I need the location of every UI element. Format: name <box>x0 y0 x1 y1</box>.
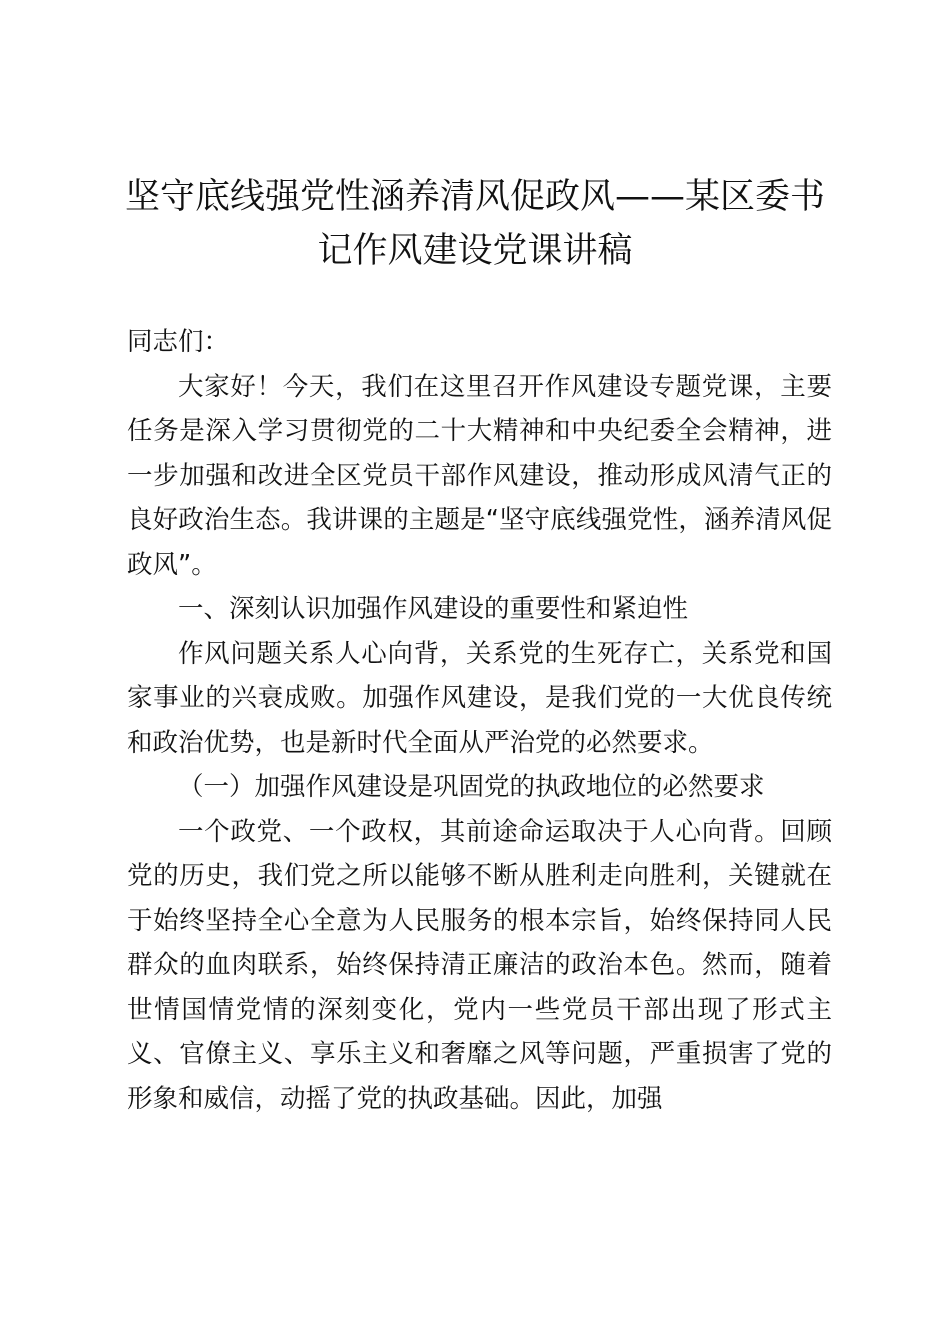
subsection-heading-1: （一）加强作风建设是巩固党的执政地位的必然要求 <box>178 772 765 802</box>
title-line-2: 记作风建设党课讲稿 <box>317 231 633 271</box>
title-line-1: 坚守底线强党性涵养清风促政风——某区委书 <box>124 177 825 217</box>
paragraph-subsection-1: 一个政党、一个政权，其前途命运取决于人心向背。回顾党的历史，我们党之所以能够不断从胜利走向胜利，关键就在于始终坚持全心全意为人民服务的根本宗旨，始终保持同人民群众的血肉联系，始终保持清正廉洁的政治本色。然而，随着世情国情党情的深刻变化，党内一些党员干部出现了形式主义、官僚主义、享乐主义和奢靡之风等问题，严重损害了党的形象和威信，动摇了党的执政基础。因此，加强 <box>127 816 832 1114</box>
section-heading-1: 一、深刻认识加强作风建设的重要性和紧迫性 <box>178 594 689 624</box>
document-title <box>110 170 840 278</box>
document-body <box>127 320 832 1121</box>
paragraph-intro: 大家好！今天，我们在这里召开作风建设专题党课，主要任务是深入学习贯彻党的二十大精神和中央纪委全会精神，进一步加强和改进全区党员干部作风建设，推动形成风清气正的良好政治生态。我讲课的主题是“坚守底线强党性，涵养清风促政风”。 <box>127 371 832 580</box>
greeting: 同志们： <box>127 327 230 357</box>
paragraph-section-1: 作风问题关系人心向背，关系党的生死存亡，关系党和国家事业的兴衰成败。加强作风建设，是我们党的一大优良传统和政治优势，也是新时代全面从严治党的必然要求。 <box>127 638 832 758</box>
